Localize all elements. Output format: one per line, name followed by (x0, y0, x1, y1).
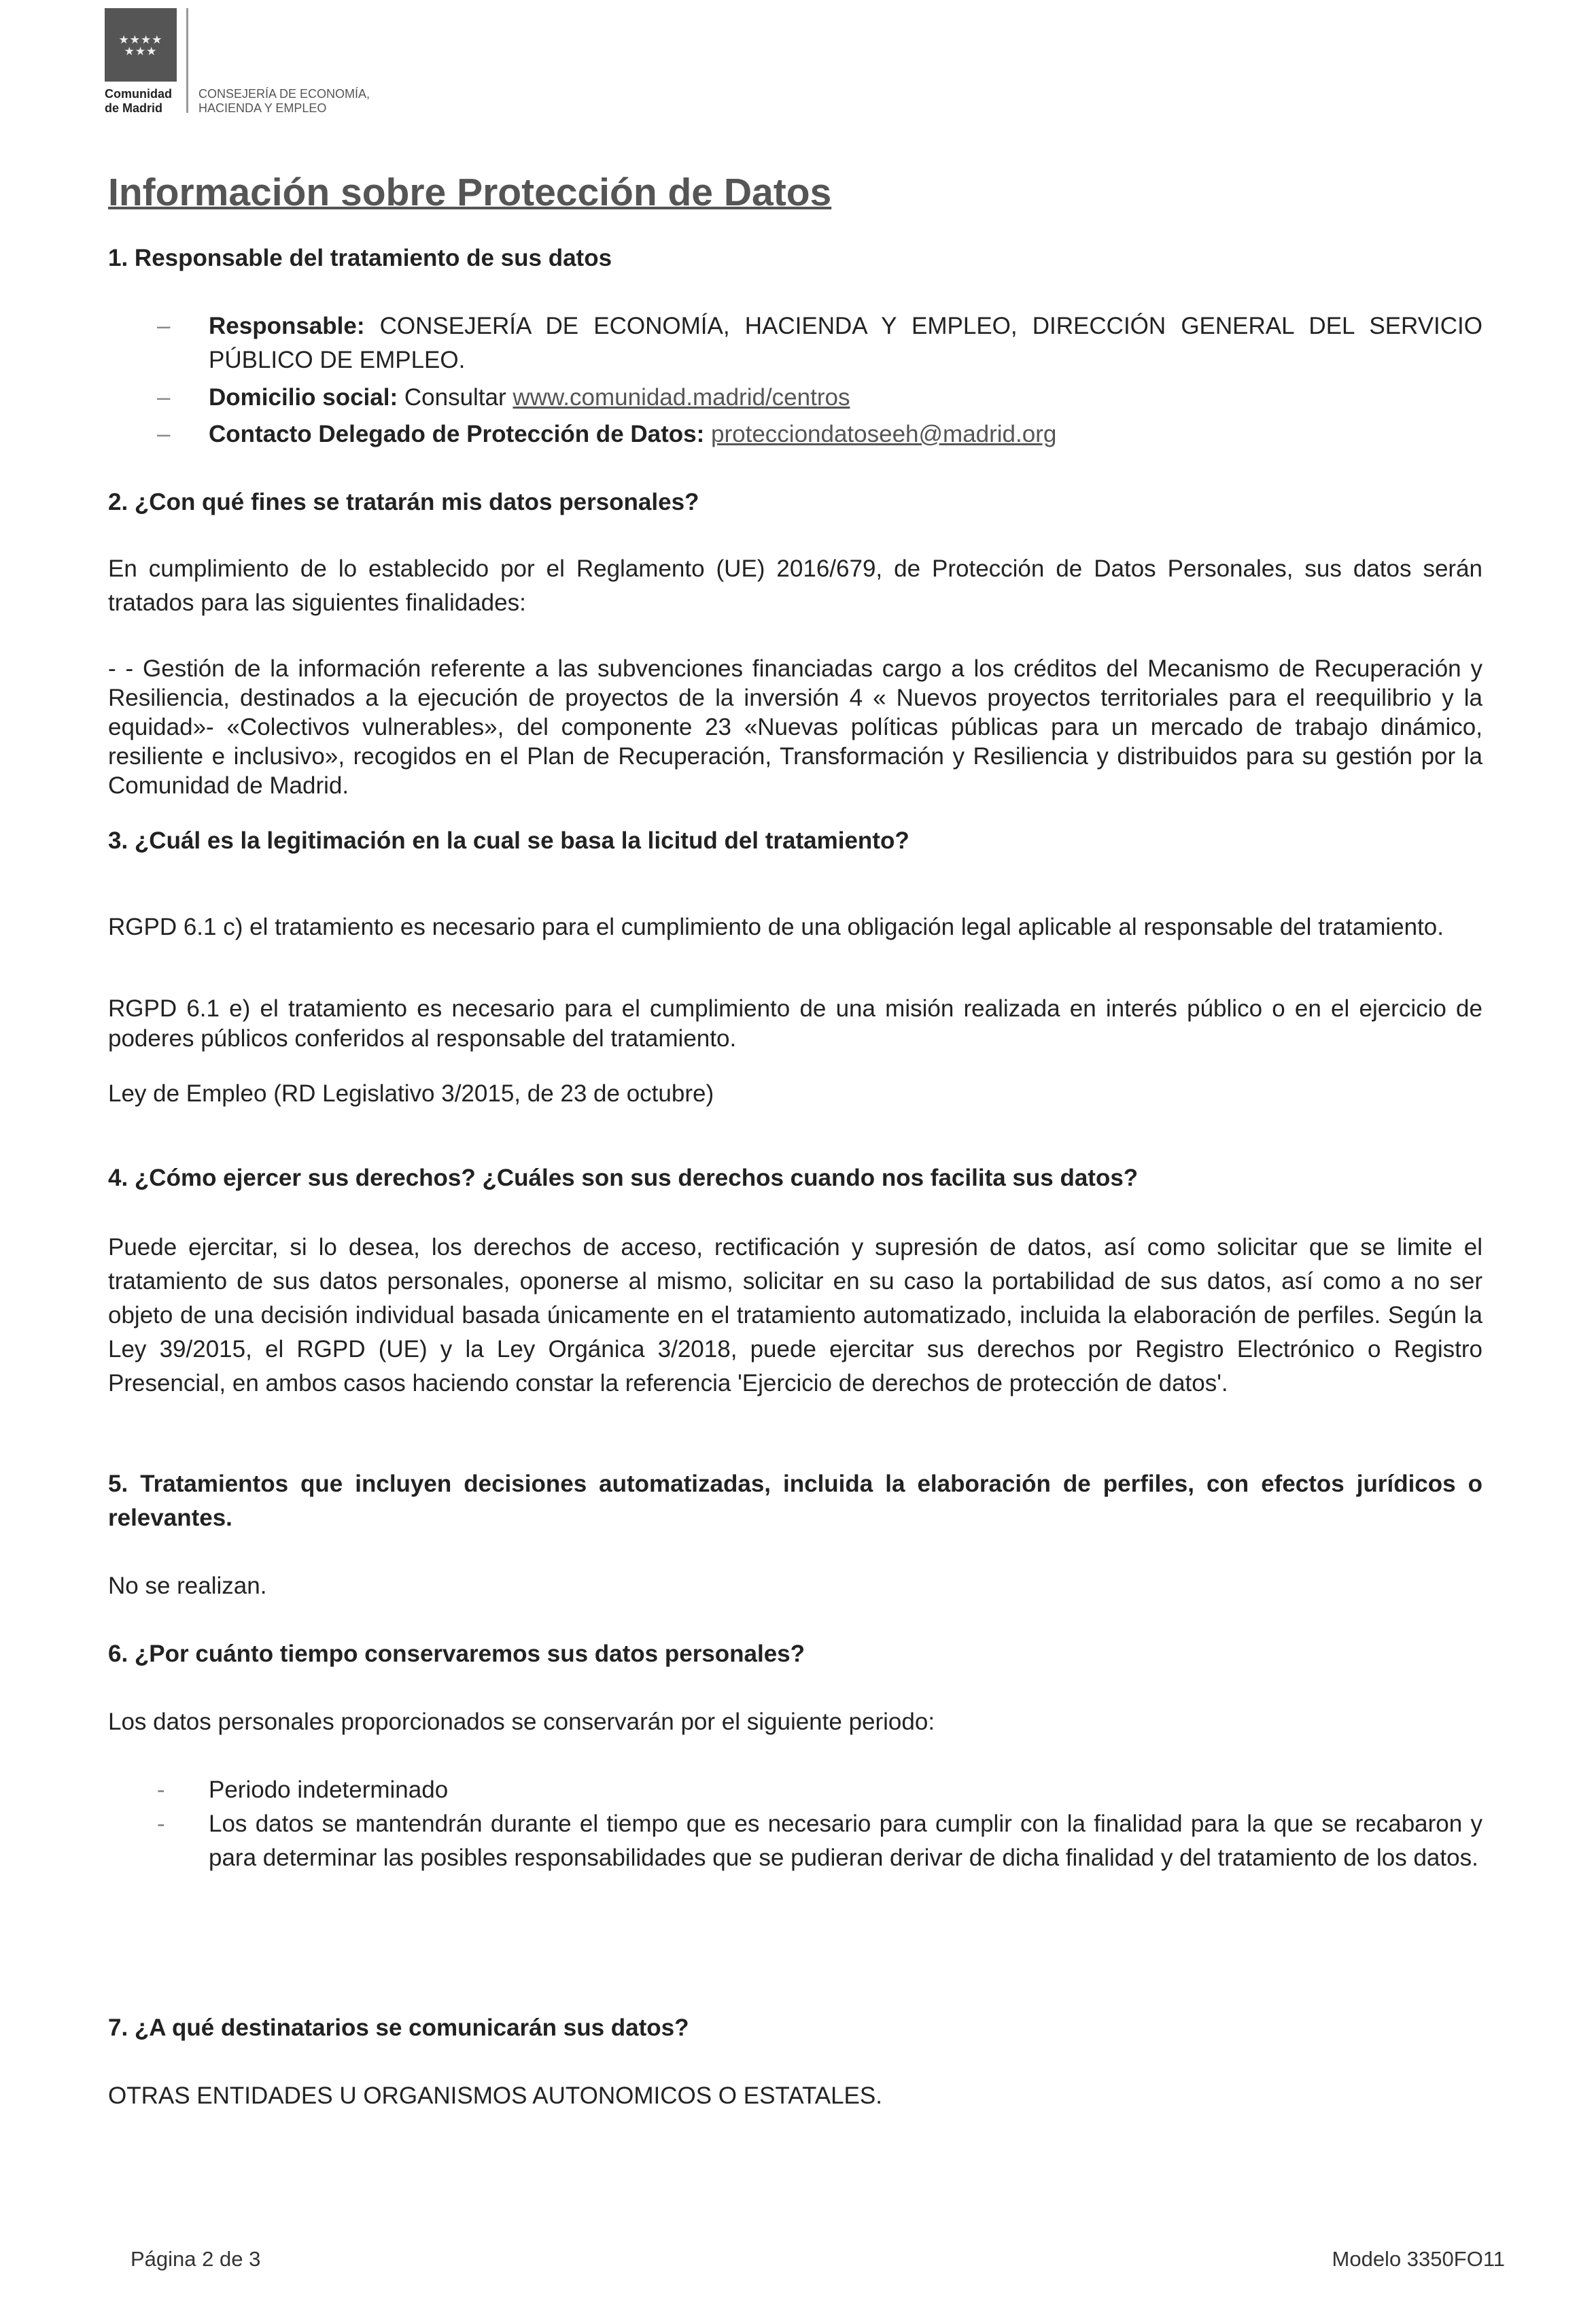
logo-emblem (105, 8, 177, 82)
logo-divider (186, 8, 188, 113)
section-3-p3: Ley de Empleo (RD Legislativo 3/2015, de 23 de octubre) (108, 1080, 714, 1107)
logo-line2: de Madrid (105, 101, 163, 115)
logo-line1: Comunidad (105, 87, 172, 101)
list-item: – Domicilio social: Consultar www.comunidad.madrid/centros (157, 384, 850, 411)
section-2-p1: En cumplimiento de lo establecido por el Reglamento (UE) 2016/679, de Protección de Datos Personales, sus datos serán tratados para las siguientes finalidades: (108, 555, 1482, 616)
centros-link[interactable]: www.comunidad.madrid/centros (513, 384, 850, 411)
list-item: – Contacto Delegado de Protección de Datos: protecciondatoseeh@madrid.org (157, 421, 1057, 447)
page-title: Información sobre Protección de Datos (108, 171, 832, 214)
dept-line1: CONSEJERÍA DE ECONOMÍA, (198, 87, 370, 101)
list-item: - Periodo indeterminado (157, 1777, 449, 1803)
dept-line2: HACIENDA Y EMPLEO (198, 101, 327, 115)
section-6-heading: 6. ¿Por cuánto tiempo conservaremos sus datos personales? (108, 1641, 805, 1667)
section-7-heading: 7. ¿A qué destinatarios se comunicarán sus datos? (108, 2014, 689, 2041)
section-6-list (108, 1773, 1482, 1875)
section-3-p1: RGPD 6.1 c) el tratamiento es necesario para el cumplimiento de una obligación legal aplicable al responsable del tratamiento. (108, 914, 1444, 940)
section-3-heading: 3. ¿Cuál es la legitimación en la cual se basa la licitud del tratamiento? (108, 827, 909, 854)
section-5-heading: 5. Tratamientos que incluyen decisiones automatizadas, incluida la elaboración de perfiles, con efectos jurídicos o relevantes. (108, 1471, 1482, 1531)
section-1-list (108, 309, 1482, 451)
stars-icon: ★★★★ ★★★ (118, 33, 163, 58)
section-4-p1: Puede ejercitar, si lo desea, los derechos de acceso, rectificación y supresión de datos, así como solicitar que se limite el tratamiento de sus datos personales, oponerse al mismo, solicitar en su caso la portabilidad de sus datos, así como a no ser objeto de una decisión individual basada únicamente en el tratamiento automatizado, incluida la elaboración de perfiles. Según la Ley 39/2015, el RGPD (UE) y la Ley Orgánica 3/2018, puede ejercitar sus derechos por Registro Electrónico o Registro Presencial, en ambos casos haciendo constar la referencia 'Ejercicio de derechos de protección de datos'. (108, 1234, 1482, 1396)
email-link[interactable]: protecciondatoseeh@madrid.org (711, 421, 1057, 447)
section-6-p1: Los datos personales proporcionados se conservarán por el siguiente periodo: (108, 1709, 935, 1735)
section-1-heading: 1. Responsable del tratamiento de sus datos (108, 245, 612, 271)
section-3-p2: RGPD 6.1 e) el tratamiento es necesario para el cumplimiento de una misión realizada en interés público o en el ejercicio de poderes públicos conferidos al responsable del tratamiento. (108, 995, 1482, 1052)
section-2-heading: 2. ¿Con qué fines se tratarán mis datos personales? (108, 489, 699, 515)
model-code: Modelo 3350FO11 (1332, 2247, 1505, 2271)
list-item: – Responsable: CONSEJERÍA DE ECONOMÍA, HACIENDA Y EMPLEO, DIRECCIÓN GENERAL DEL SERVICIO PÚBLICO DE EMPLEO. (157, 313, 1482, 373)
section-7-p1: OTRAS ENTIDADES U ORGANISMOS AUTONOMICOS O ESTATALES. (108, 2082, 882, 2109)
section-4-heading: 4. ¿Cómo ejercer sus derechos? ¿Cuáles son sus derechos cuando nos facilita sus datos? (108, 1165, 1139, 1191)
section-5-p1: No se realizan. (108, 1573, 267, 1599)
section-2-p2: - - Gestión de la información referente a las subvenciones financiadas cargo a los créditos del Mecanismo de Recuperación y Resiliencia, destinados a la ejecución de proyectos de la inversión 4 « Nuevos proyectos territoriales para el reequilibrio y la equidad»- «Colectivos vulnerables», del componente 23 «Nuevas políticas públicas para un mercado de trabajo dinámico, resiliente e inclusivo», recogidos en el Plan de Recuperación, Transformación y Resiliencia y distribuidos para su gestión por la Comunidad de Madrid. (108, 655, 1482, 799)
page-number: Página 2 de 3 (131, 2247, 261, 2271)
list-item: - Los datos se mantendrán durante el tiempo que es necesario para cumplir con la finalidad para la que se recabaron y para determinar las posibles responsabilidades que se pudieran derivar de dicha finalidad y del tratamiento de los datos. (157, 1811, 1482, 1871)
